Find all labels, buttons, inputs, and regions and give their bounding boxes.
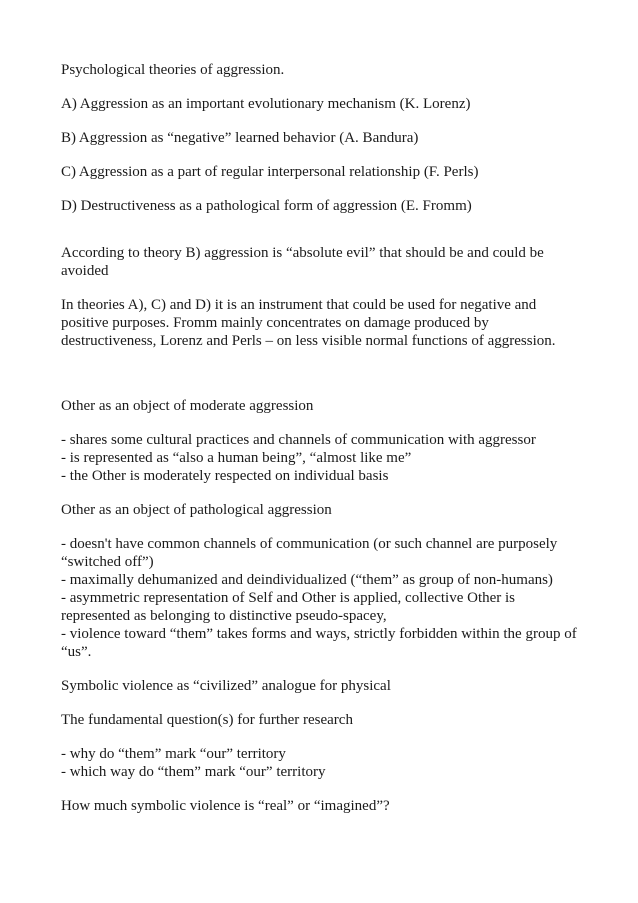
list-item: represented as belonging to distinctive pseudo-spacey, [61, 608, 387, 624]
theory-b: B) Aggression as “negative” learned behavior (A. Bandura) [61, 130, 419, 146]
list-item: - why do “them” mark “our” territory [61, 746, 286, 762]
pathological-aggression-heading: Other as an object of pathological aggression [61, 502, 332, 518]
research-heading: The fundamental question(s) for further research [61, 712, 353, 728]
symbolic-violence-statement: Symbolic violence as “civilized” analogue for physical [61, 678, 391, 694]
spacer [61, 366, 581, 397]
moderate-aggression-heading: Other as an object of moderate aggression [61, 398, 314, 414]
spacer [61, 231, 581, 244]
list-item: - asymmetric representation of Self and Other is applied, collective Other is [61, 590, 516, 606]
document-page [61, 61, 581, 831]
list-item: - is represented as “also a human being”, “almost like me” [61, 450, 412, 466]
moderate-aggression-list [61, 431, 581, 485]
theory-c: C) Aggression as a part of regular interpersonal relationship (F. Perls) [61, 164, 479, 180]
final-question: How much symbolic violence is “real” or “imagined”? [61, 798, 390, 814]
theory-b-paragraph [61, 244, 581, 280]
text-line: In theories A), C) and D) it is an instrument that could be used for negative and [61, 297, 537, 313]
text-line: According to theory B) aggression is “absolute evil” that should be and could be [61, 245, 544, 261]
list-item: - maximally dehumanized and deindividualized (“them” as group of non-humans) [61, 572, 553, 588]
document-title: Psychological theories of aggression. [61, 62, 285, 78]
text-line: destructiveness, Lorenz and Perls – on less visible normal functions of aggression. [61, 333, 556, 349]
theory-d: D) Destructiveness as a pathological form of aggression (E. Fromm) [61, 198, 472, 214]
text-line: positive purposes. Fromm mainly concentrates on damage produced by [61, 315, 489, 331]
research-list [61, 745, 581, 781]
list-item: “switched off”) [61, 554, 154, 570]
theories-acd-paragraph [61, 296, 581, 350]
list-item: - the Other is moderately respected on individual basis [61, 468, 389, 484]
theory-a: A) Aggression as an important evolutionary mechanism (K. Lorenz) [61, 96, 471, 112]
list-item: - which way do “them” mark “our” territory [61, 764, 326, 780]
list-item: - shares some cultural practices and channels of communication with aggressor [61, 432, 536, 448]
text-line: avoided [61, 263, 109, 279]
pathological-aggression-list [61, 535, 581, 661]
list-item: - doesn't have common channels of communication (or such channel are purposely [61, 536, 558, 552]
list-item: “us”. [61, 644, 92, 660]
list-item: - violence toward “them” takes forms and ways, strictly forbidden within the group of [61, 626, 577, 642]
